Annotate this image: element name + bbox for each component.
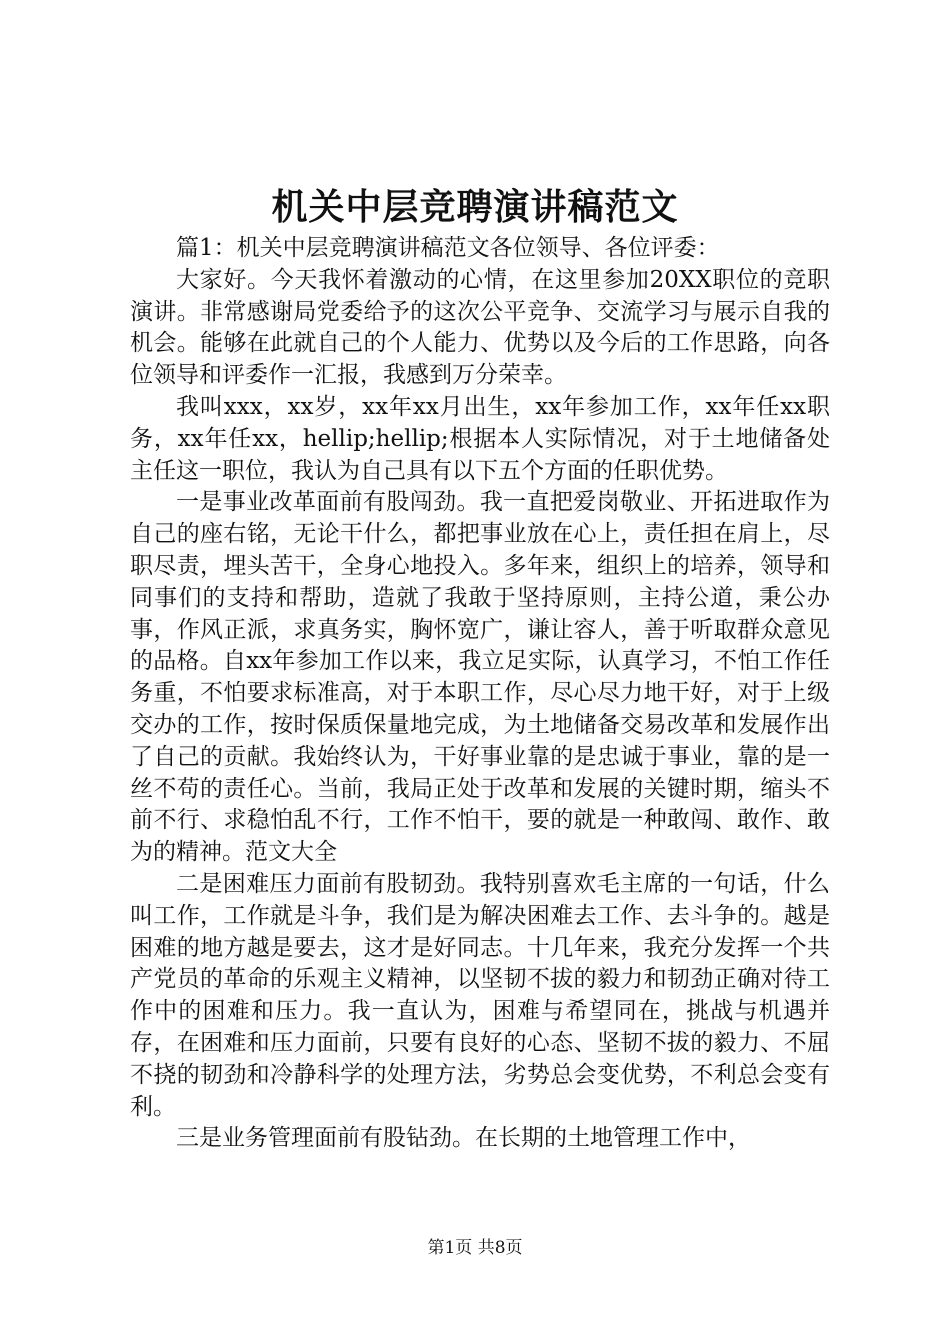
page-number-footer: 第1页 共8页 <box>427 1238 523 1258</box>
paragraph: 篇1：机关中层竞聘演讲稿范文各位领导、各位评委： <box>176 235 720 261</box>
paragraph: 大家好。今天我怀着激动的心情，在这里参加20XX职位的竞职演讲。非常感谢局党委给予的这次公平竞争、交流学习与展示自我的机会。能够在此就自己的个人能力、优势以及今后的工作思路，向各位领导和评委作一汇报，我感到万分荣幸。 <box>130 266 830 389</box>
paragraph: 我叫xxx，xx岁，xx年xx月出生，xx年参加工作，xx年任xx职务，xx年任xx，hellip;hellip;根据本人实际情况，对于土地储备处主任这一职位，我认为自己具有以下五个方面的任职优势。 <box>130 393 830 484</box>
paragraph: 二是困难压力面前有股韧劲。我特别喜欢毛主席的一句话，什么叫工作，工作就是斗争，我们是为解决困难去工作、去斗争的。越是困难的地方越是要去，这才是好同志。十几年来，我充分发挥一个共产党员的革命的乐观主义精神，以坚韧不拔的毅力和韧劲正确对待工作中的困难和压力。我一直认为，困难与希望同在，挑战与机遇并存，在困难和压力面前，只要有良好的心态、坚韧不拔的毅力、不屈不挠的韧劲和冷静科学的处理方法，劣势总会变优势，不利总会变有利。 <box>130 870 830 1120</box>
document-title: 机关中层竞聘演讲稿范文 <box>271 186 679 228</box>
paragraph: 三是业务管理面前有股钻劲。在长期的土地管理工作中， <box>176 1125 751 1152</box>
document-body <box>130 233 830 1155</box>
paragraph: 一是事业改革面前有股闯劲。我一直把爱岗敬业、开拓进取作为自己的座右铭，无论干什么，都把事业放在心上，责任担在肩上，尽职尽责，埋头苦干，全身心地投入。多年来，组织上的培养，领导和同事们的支持和帮助，造就了我敢于坚持原则，主持公道，秉公办事，作风正派，求真务实，胸怀宽广，谦让容人，善于听取群众意见的品格。自xx年参加工作以来，我立足实际，认真学习，不怕工作任务重，不怕要求标准高，对于本职工作，尽心尽力地干好，对于上级交办的工作，按时保质保量地完成，为土地储备交易改革和发展作出了自己的贡献。我始终认为，干好事业靠的是忠诚于事业，靠的是一丝不苟的责任心。当前，我局正处于改革和发展的关键时期，缩头不前不行、求稳怕乱不行，工作不怕干，要的就是一种敢闯、敢作、敢为的精神。范文大全 <box>130 489 830 866</box>
